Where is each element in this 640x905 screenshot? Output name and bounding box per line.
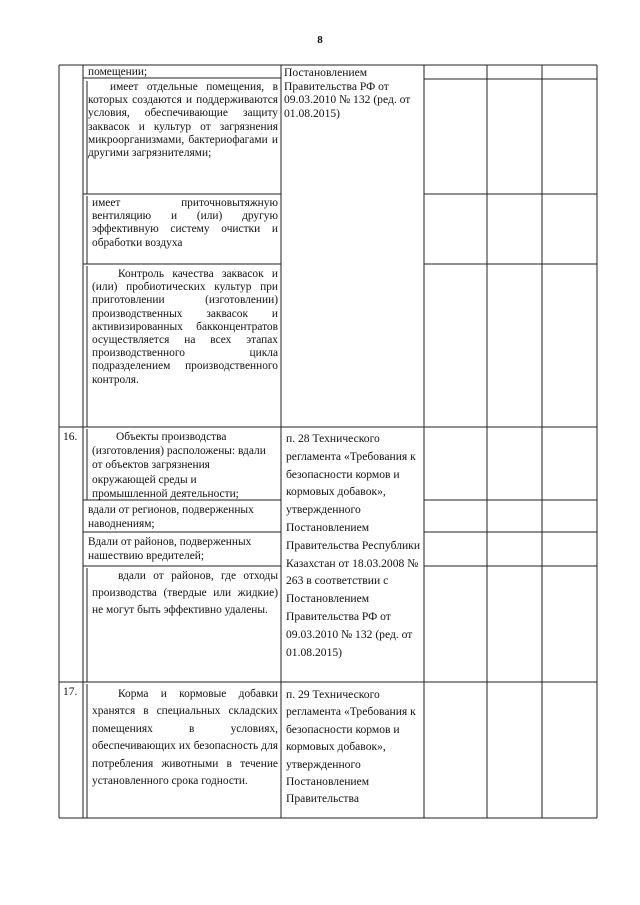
- page-number: 8: [317, 34, 323, 46]
- row16-req-4: вдали от районов, где отходы производства (твердые или жидкие) не могут быть эффективно удалены.: [92, 570, 278, 616]
- row1-reference: Постановлением Правительства РФ от 09.03.2010 № 132 (ред. от 01.08.2015): [284, 66, 411, 120]
- row17-reference: п. 29 Технического регламента «Требования к безопасности кормов и кормовых добавок», утвержденного Постановлением Правительства: [286, 688, 416, 806]
- row16-req-1: Объекты производства (изготовления) расположены: вдали от объектов загрязнения окружающей среды и промышленной деятельности;: [92, 431, 266, 500]
- row17-number: 17.: [63, 686, 78, 698]
- row1-req-1: помещении;: [88, 66, 148, 78]
- row16-req-3: Вдали от районов, подверженных нашествию вредителей;: [88, 536, 252, 563]
- row1-req-2: имеет отдельные помещения, в которых создаются и поддерживаются условия, обеспечивающие защиту заквасок и культур от загрязнения микроорганизмами, бактериофагами и другими загрязнителями;: [88, 81, 278, 160]
- row17-req-1: Корма и кормовые добавки хранятся в специальных складских помещениях в условиях, обеспечивающих их безопасность для потребления животными в течение установленного срока годности.: [92, 688, 278, 788]
- row1-req-3: имеет приточновытяжную вентиляцию и (или) другую эффективную систему очистки и обработки воздуха: [92, 197, 278, 249]
- row16-req-2: вдали от регионов, подверженных наводнениям;: [88, 504, 254, 531]
- row16-reference: п. 28 Технического регламента «Требования к безопасности кормов и кормовых добавок», утвержденного Постановлением Правительства Республики Казахстан от 18.03.2008 № 263 в соответствии с Постановлением Правительства РФ от 09.03.2010 № 132 (ред. от 01.08.2015): [286, 432, 421, 659]
- row1-req-4: Контроль качества заквасок и (или) пробиотических культур при приготовлении (изготовлении) производственных заквасок и активизированных бакконцентратов осуществляется на всех этапах производственного цикла подразделением производственного контроля.: [92, 268, 278, 386]
- row16-number: 16.: [63, 431, 78, 443]
